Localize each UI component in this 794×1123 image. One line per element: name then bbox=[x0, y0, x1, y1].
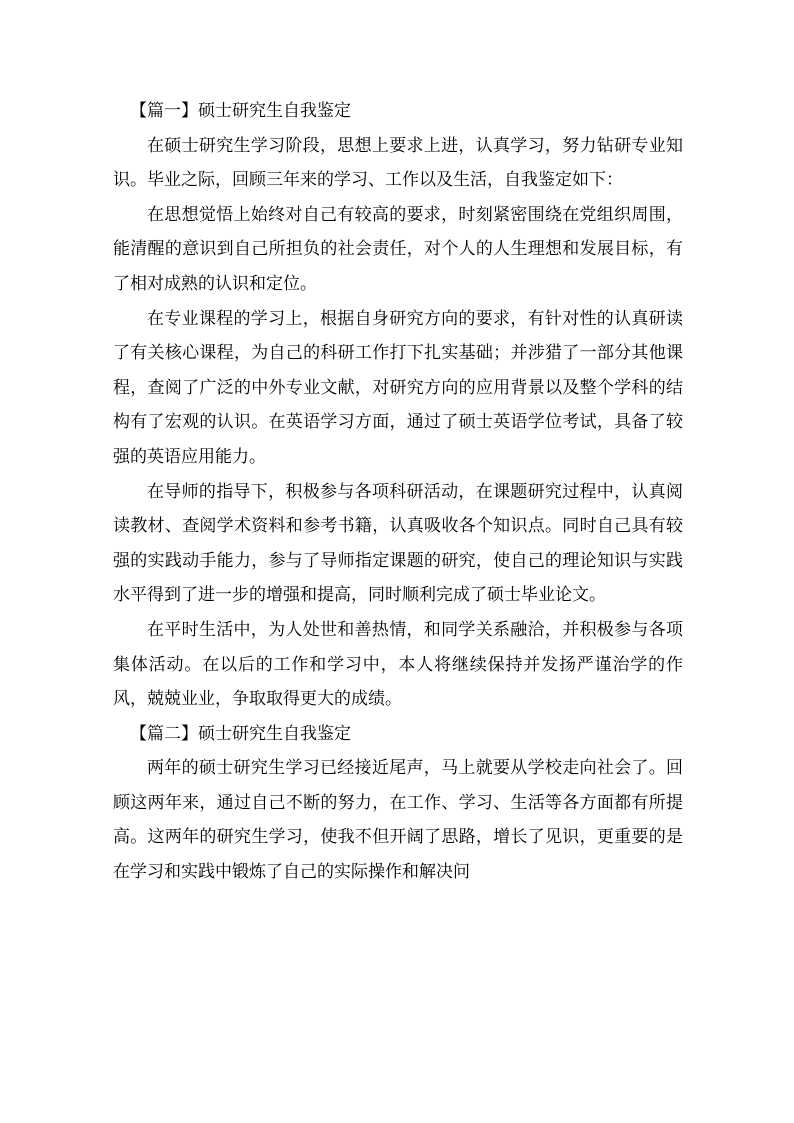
paragraph: 在思想觉悟上始终对自己有较高的要求，时刻紧密围绕在党组织周围，能清醒的意识到自己所担负的社会责任，对个人的人生理想和发展目标，有了相对成熟的认识和定位。 bbox=[113, 204, 683, 294]
paragraph: 在硕士研究生学习阶段，思想上要求上进，认真学习，努力钻研专业知识。毕业之际，回顾三年来的学习、工作以及生活，自我鉴定如下： bbox=[113, 135, 683, 191]
section-heading-1: 【篇一】硕士研究生自我鉴定 bbox=[130, 101, 351, 121]
paragraph: 在导师的指导下，积极参与各项科研活动，在课题研究过程中，认真阅读教材、查阅学术资料和参考书籍，认真吸收各个知识点。同时自己具有较强的实践动手能力，参与了导师指定课题的研究，使自己的理论知识与实践水平得到了进一步的增强和提高，同时顺利完成了硕士毕业论文。 bbox=[113, 481, 683, 606]
section-heading-2: 【篇二】硕士研究生自我鉴定 bbox=[130, 723, 351, 744]
paragraph: 在专业课程的学习上，根据自身研究方向的要求，有针对性的认真研读了有关核心课程，为自己的科研工作打下扎实基础；并涉猎了一部分其他课程，查阅了广泛的中外专业文献，对研究方向的应用背景以及整个学科的结构有了宏观的认识。在英语学习方面，通过了硕士英语学位考试，具备了较强的英语应用能力。 bbox=[113, 308, 683, 467]
paragraph: 在平时生活中，为人处世和善热情，和同学关系融洽，并积极参与各项集体活动。在以后的工作和学习中，本人将继续保持并发扬严谨治学的作风，兢兢业业，争取取得更大的成绩。 bbox=[113, 619, 683, 710]
document-body bbox=[113, 94, 683, 890]
paragraph: 两年的硕士研究生学习已经接近尾声，马上就要从学校走向社会了。回顾这两年来，通过自己不断的努力，在工作、学习、生活等各方面都有所提高。这两年的研究生学习，使我不但开阔了思路，增长了见识，更重要的是在学习和实践中锻炼了自己的实际操作和解决问 bbox=[113, 758, 683, 883]
